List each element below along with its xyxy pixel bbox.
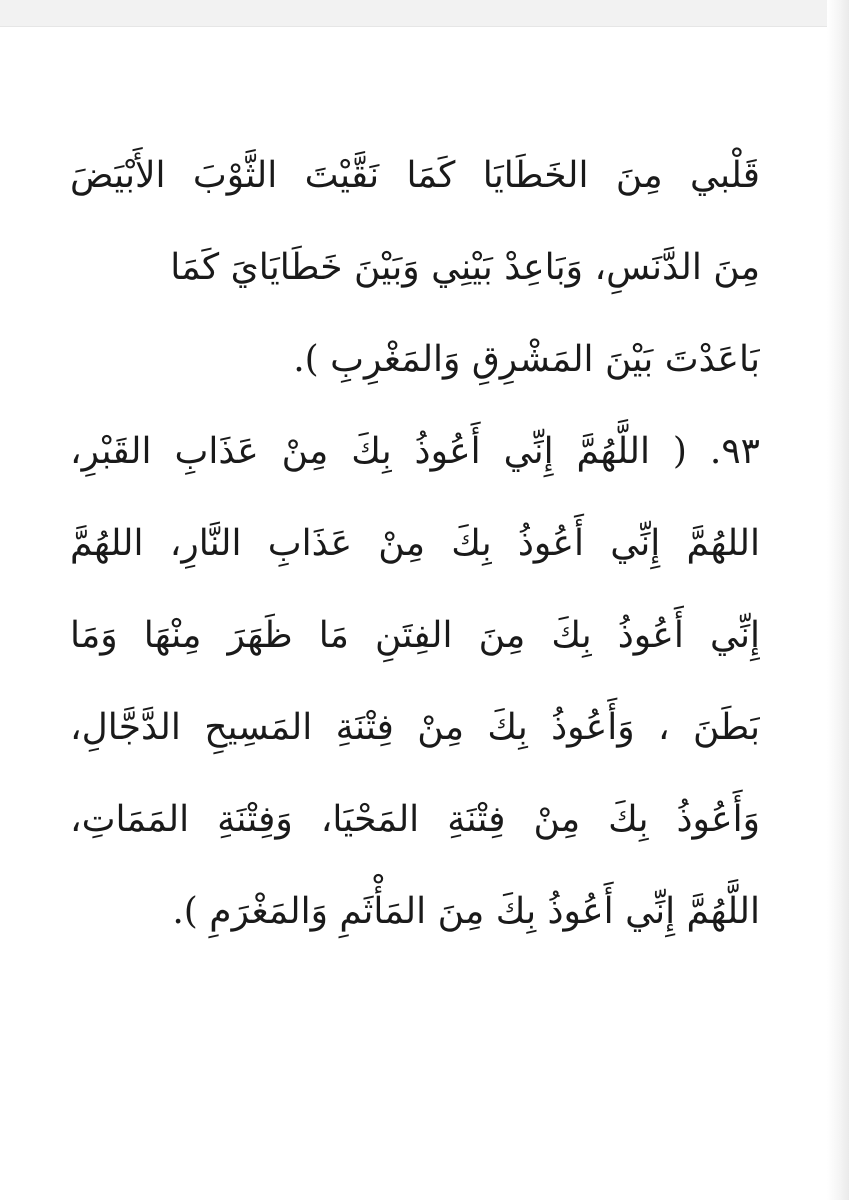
text-line: إِنِّي أَعُوذُ بِكَ مِنَ الفِتَنِ مَا ظَهَرَ مِنْهَا وَمَا xyxy=(70,615,760,656)
text-line: اللَّهُمَّ إِنِّي أَعُوذُ بِكَ مِنَ المَأْثَمِ وَالمَغْرَمِ ). xyxy=(172,891,760,932)
top-bar xyxy=(0,0,849,27)
page-edge-shadow xyxy=(827,0,849,1200)
text-line: بَطَنَ ، وَأَعُوذُ بِكَ مِنْ فِتْنَةِ المَسِيحِ الدَّجَّالِ، xyxy=(70,707,760,748)
text-line: مِنَ الدَّنَسِ، وَبَاعِدْ بَيْنِي وَبَيْنَ خَطَايَايَ كَمَا xyxy=(170,247,760,288)
text-line: قَلْبي مِنَ الخَطَايَا كَمَا نَقَّيْتَ الثَّوْبَ الأَبْيَضَ xyxy=(70,155,760,196)
document-page xyxy=(70,130,760,958)
text-line: اللهُمَّ إِنِّي أَعُوذُ بِكَ مِنْ عَذَابِ النَّارِ، اللهُمَّ xyxy=(70,523,760,564)
text-line: وَأَعُوذُ بِكَ مِنْ فِتْنَةِ المَحْيَا، وَفِتْنَةِ المَمَاتِ، xyxy=(70,799,760,840)
text-line: بَاعَدْتَ بَيْنَ المَشْرِقِ وَالمَغْرِبِ ). xyxy=(293,339,760,380)
text-line: ٩٣. ( اللَّهُمَّ إِنِّي أَعُوذُ بِكَ مِنْ عَذَابِ القَبْرِ، xyxy=(70,431,760,472)
